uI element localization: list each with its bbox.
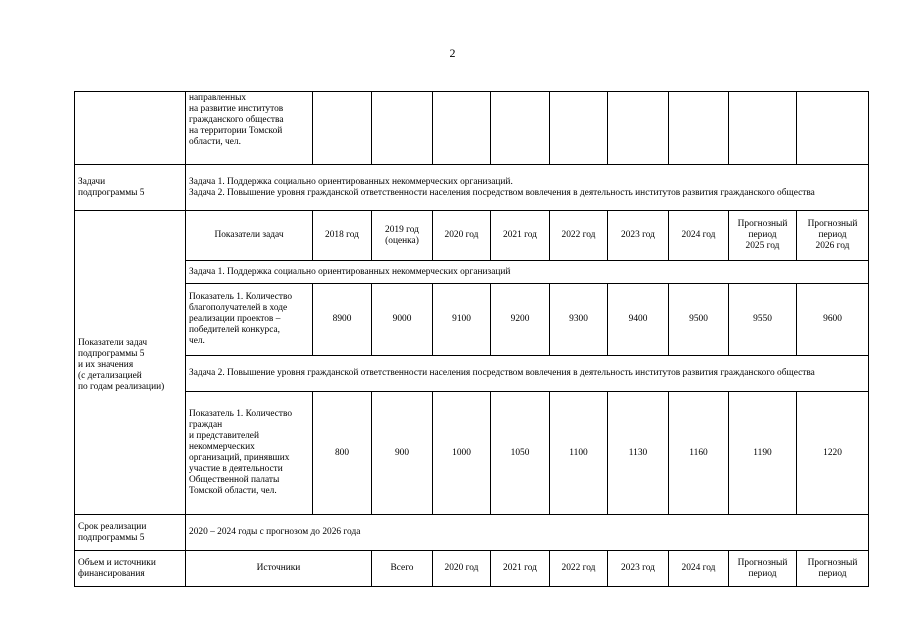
tasks-label-cell xyxy=(75,165,186,211)
table-row xyxy=(75,392,869,515)
task-2-value-2025: 1190 xyxy=(729,392,797,515)
task-2-title: Задача 2. Повышение уровня гражданской ответственности населения посредством вовлечения в деятельность институтов развития гражданского общества xyxy=(186,356,869,392)
text-line: Общественной палаты xyxy=(189,475,280,485)
funding-2022-header: 2022 год xyxy=(550,551,608,587)
header-forecast-2026 xyxy=(797,211,869,261)
text-line: Показатели задач xyxy=(78,338,148,348)
text-line: 2025 год xyxy=(745,241,780,251)
text-line: Объем и источники xyxy=(78,557,156,568)
text-line: 2019 год xyxy=(385,224,419,235)
funding-label-cell xyxy=(75,551,186,587)
empty-cell xyxy=(491,92,550,165)
text-line: на развитие институтов xyxy=(189,104,284,114)
table-row xyxy=(75,515,869,551)
term-value: 2020 – 2024 годы с прогнозом до 2026 года xyxy=(186,515,869,551)
header-2024: 2024 год xyxy=(669,211,729,261)
task-1-value-2022: 9300 xyxy=(550,284,608,356)
task-2-value-2024: 1160 xyxy=(669,392,729,515)
text-line: (оценка) xyxy=(385,235,419,246)
tasks-value-cell xyxy=(186,165,869,211)
text-line: Задачи xyxy=(78,176,106,187)
header-2022: 2022 год xyxy=(550,211,608,261)
empty-cell xyxy=(433,92,491,165)
task-1-value-2024: 9500 xyxy=(669,284,729,356)
task-2-value-2021: 1050 xyxy=(491,392,550,515)
funding-2023-header: 2023 год xyxy=(608,551,669,587)
funding-2020-header: 2020 год xyxy=(433,551,491,587)
text-line: период xyxy=(818,568,847,579)
empty-cell xyxy=(797,92,869,165)
text-line: подпрограммы 5 xyxy=(78,187,145,198)
text-line: Прогнозный xyxy=(807,219,858,229)
empty-cell xyxy=(313,92,372,165)
text-line: направленных xyxy=(189,93,247,103)
task-2-value-2026: 1220 xyxy=(797,392,869,515)
text-line: подпрограммы 5 xyxy=(78,349,145,359)
empty-cell xyxy=(372,92,433,165)
text-line: на территории Томской xyxy=(189,126,283,136)
task-1-value-2023: 9400 xyxy=(608,284,669,356)
task-1-text: Задача 1. Поддержка социально ориентированных некоммерческих организаций. xyxy=(189,176,513,187)
funding-total-header: Всего xyxy=(372,551,433,587)
text-line: период xyxy=(748,230,777,240)
empty-cell xyxy=(729,92,797,165)
indicators-label-cell xyxy=(75,211,186,515)
text-line: Прогнозный xyxy=(737,219,788,229)
funding-forecast-b-header xyxy=(797,551,869,587)
text-line: финансирования xyxy=(78,568,145,579)
table-row xyxy=(75,92,869,165)
task-1-indicator-cell xyxy=(186,284,313,356)
text-line: Показатель 1. Количество xyxy=(189,409,293,419)
text-line: благополучателей в ходе xyxy=(189,303,288,313)
text-line: гражданского общества xyxy=(189,115,284,125)
text-line: Прогнозный xyxy=(807,557,858,568)
text-line: подпрограммы 5 xyxy=(78,532,145,543)
task-1-value-2025: 9550 xyxy=(729,284,797,356)
table-row xyxy=(75,211,869,261)
task-2-value-2022: 1100 xyxy=(550,392,608,515)
empty-cell xyxy=(608,92,669,165)
task-2-value-2019: 900 xyxy=(372,392,433,515)
task-2-indicator-cell xyxy=(186,392,313,515)
task-1-value-2020: 9100 xyxy=(433,284,491,356)
text-line: области, чел. xyxy=(189,137,241,147)
header-2019 xyxy=(372,211,433,261)
table-row xyxy=(75,261,869,284)
text-line: период xyxy=(818,230,847,240)
table-row xyxy=(75,284,869,356)
text-line: чел. xyxy=(189,336,205,346)
table-row xyxy=(75,165,869,211)
task-1-value-2018: 8900 xyxy=(313,284,372,356)
task-2-text: Задача 2. Повышение уровня гражданской ответственности населения посредством вовлечения в деятельность институтов развития гражданского общества xyxy=(189,187,815,198)
text-line: победителей конкурса, xyxy=(189,325,280,335)
empty-cell xyxy=(669,92,729,165)
text-line: реализации проектов – xyxy=(189,314,281,324)
task-1-value-2019: 9000 xyxy=(372,284,433,356)
text-line: (с детализацией xyxy=(78,371,142,381)
page-number: 2 xyxy=(449,46,456,60)
text-line: участие в деятельности xyxy=(189,464,283,474)
text-line: граждан xyxy=(189,420,223,430)
text-line: Томской области, чел. xyxy=(189,486,277,496)
task-2-value-2020: 1000 xyxy=(433,392,491,515)
text-line: 2026 год xyxy=(815,241,850,251)
text-line: период xyxy=(748,568,777,579)
text-line: некоммерческих xyxy=(189,442,255,452)
header-2021: 2021 год xyxy=(491,211,550,261)
text-line: организаций, принявших xyxy=(189,453,290,463)
task-2-value-2018: 800 xyxy=(313,392,372,515)
text-line: по годам реализации) xyxy=(78,382,165,392)
task-1-value-2026: 9600 xyxy=(797,284,869,356)
text-line: и их значения xyxy=(78,360,134,370)
funding-sources-header: Источники xyxy=(186,551,372,587)
task-1-value-2021: 9200 xyxy=(491,284,550,356)
header-2023: 2023 год xyxy=(608,211,669,261)
table-row xyxy=(75,356,869,392)
task-2-value-2023: 1130 xyxy=(608,392,669,515)
funding-2021-header: 2021 год xyxy=(491,551,550,587)
empty-cell xyxy=(550,92,608,165)
funding-2024-header: 2024 год xyxy=(669,551,729,587)
text-line: Прогнозный xyxy=(737,557,788,568)
header-2018: 2018 год xyxy=(313,211,372,261)
text-line: Срок реализации xyxy=(78,521,147,532)
funding-forecast-a-header xyxy=(729,551,797,587)
text-line: и представителей xyxy=(189,431,259,441)
table-row xyxy=(75,551,869,587)
header-indicator: Показатели задач xyxy=(186,211,313,261)
term-label-cell xyxy=(75,515,186,551)
indicator-continuation-cell xyxy=(186,92,313,165)
empty-cell xyxy=(75,92,186,165)
subprogram-passport-table xyxy=(74,91,869,587)
header-2020: 2020 год xyxy=(433,211,491,261)
task-1-title: Задача 1. Поддержка социально ориентированных некоммерческих организаций xyxy=(186,261,869,284)
text-line: Показатель 1. Количество xyxy=(189,292,293,302)
header-forecast-2025 xyxy=(729,211,797,261)
